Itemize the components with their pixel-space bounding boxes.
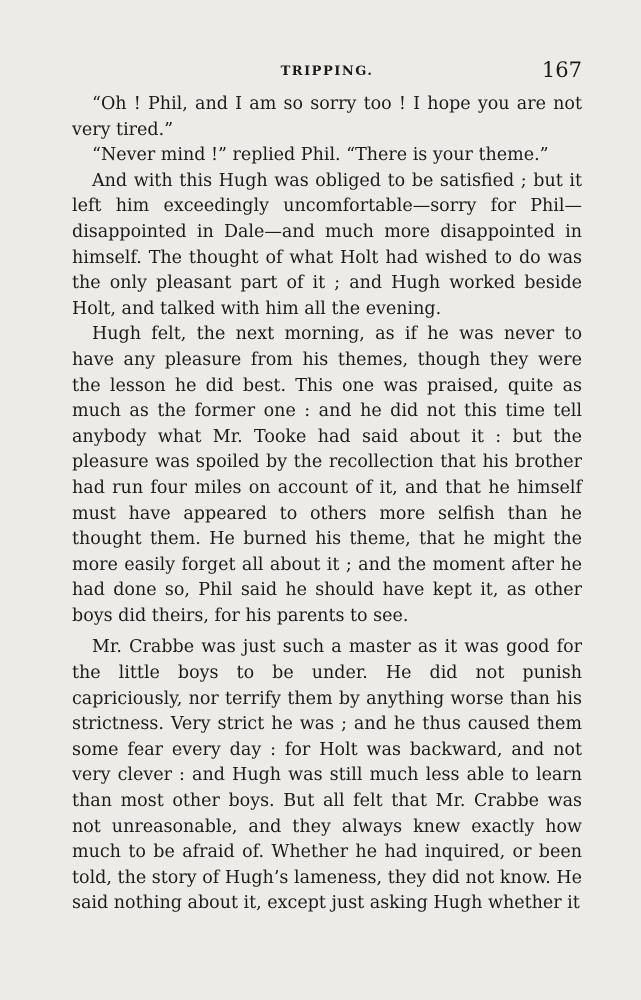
paragraph-3: And with this Hugh was obliged to be satisfied ; but it left him exceedingly uncomfortable—sorry for Phil—disappointed in Dale—and much more disappointed in himself. The thought of what Holt had wished to do was the only pleasant part of it ; and Hugh worked beside Holt, and talked with him all the evening. bbox=[72, 170, 582, 319]
page-number: 167 bbox=[541, 58, 582, 82]
paragraph-5: Mr. Crabbe was just such a master as it was good for the little boys to be under. He did not punish capriciously, nor terrify them by anything worse than his strictness. Very strict he was ; and he thus caused them some fear every day : for Holt was backward, and not very clever : and Hugh was still much less able to learn than most other boys. But all felt that Mr. Crabbe was not unreasonable, and they always knew exactly how much to be afraid of. Whether he had inquired, or been told, the story of Hugh’s lameness, they did not know. He said nothing about it, except just asking Hugh whether it bbox=[72, 637, 582, 914]
running-title: TRIPPING. bbox=[280, 64, 374, 79]
body-text bbox=[72, 92, 582, 917]
paragraph-2: “Never mind !” replied Phil. “There is your theme.” bbox=[92, 145, 549, 166]
running-head bbox=[72, 60, 582, 86]
paragraph-1: “Oh ! Phil, and I am so sorry too ! I hope you are not very tired.” bbox=[72, 94, 582, 140]
paragraph-4: Hugh felt, the next morning, as if he was never to have any pleasure from his themes, though they were the lesson he did best. This one was praised, quite as much as the former one : and he did not this time tell anybody what Mr. Tooke had said about it : but the pleasure was spoiled by the recollection that his brother had run four miles on account of it, and that he himself must have appeared to others more selfish than he thought them. He burned his theme, that he might the more easily forget all about it ; and the moment after he had done so, Phil said he should have kept it, as other boys did theirs, for his parents to see. bbox=[72, 324, 582, 626]
